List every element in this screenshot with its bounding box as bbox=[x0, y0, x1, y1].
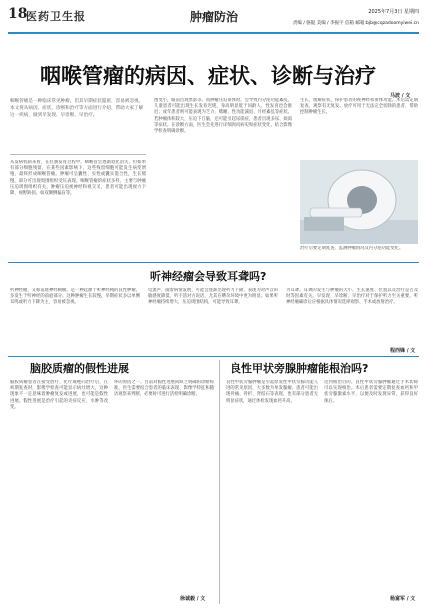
issue-date: 2025年7月3日 星期四 bbox=[368, 9, 419, 15]
acoustic-neuroma-headline: 听神经瘤会导致耳聋吗? bbox=[150, 270, 267, 283]
column-divider bbox=[219, 360, 220, 604]
main-article-column-3: 生长，缓解症状，保护患者的视神经和垂体功能。术后需定期复查，观察有无复发。放疗可用于无法完全切除的患者，帮助控制肿瘤生长。 bbox=[300, 98, 418, 116]
parathyroid-headline: 良性甲状旁腺肿瘤能根治吗? bbox=[230, 362, 369, 375]
main-lead-paragraph: 咽喉管瘤是一种临床常见肿瘤，但其早期症状隐匿，容易被忽视。本文将从病因、症状、诊断和治疗等方面进行介绍，帮助大家了解这一疾病，做到早发现、早诊断、早治疗。 bbox=[10, 99, 144, 118]
section-divider-2 bbox=[8, 356, 419, 357]
acoustic-neuroma-column-3: 为耳聋。耳聋的发生与肿瘤的大小、生长速度、位置以及治疗是否及时等因素有关。早发现、早诊断、早治疗对于保护听力至关重要。听神经瘤确诊后应根据具体情况选择观察、手术或放射治疗。 bbox=[286, 288, 418, 306]
glioma-headline: 脑胶质瘤的假性进展 bbox=[30, 362, 129, 375]
main-byline: 马波 / 文 bbox=[390, 93, 411, 99]
page-number: 18 bbox=[8, 6, 28, 22]
parathyroid-byline: 杨富军 / 文 bbox=[390, 596, 416, 602]
parathyroid-column-2: 达到根治目的。良性甲状旁腺肿瘤通过手术切除可以实现根治。术后患者需要定期复查血钙和甲状旁腺激素水平，以便及时发现异常，获得良好预后。 bbox=[324, 380, 418, 404]
glioma-column-2: 坏的原因之一。目前对假性进展尚缺乏明确的诊断标准，医生需要结合患者的临床表现、影像学特征和随访观察来判断，必要时可进行活检明确诊断。 bbox=[114, 380, 214, 398]
mri-scanner-illustration bbox=[300, 160, 418, 244]
editor-credits: 责编 / 骆锟 美编 / 李振宇 信箱 邮箱:bjb@cqzadoomyiwei.cn bbox=[292, 21, 419, 26]
mri-machine-photo bbox=[300, 160, 418, 244]
acoustic-neuroma-column-2: 电流声，随着病情发展，可能会逐渐出现听力下降，表现为对声音的敏感度降低，听不清对方说话，尤其在嘈杂环境中更为明显。如果听神经瘤持续增大，压迫周围结构，可能导致耳聋。 bbox=[148, 288, 278, 306]
lead-divider bbox=[10, 154, 146, 155]
glioma-column-1: 脑胶质瘤患者在接受放疗、化疗或靶向治疗后，在初期复查时，影像学检查可能显示病灶增大，这种现象不一定意味着肿瘤复发或进展，也可能是假性进展。假性进展是治疗引起的炎症反应、水肿等改变。 bbox=[10, 380, 108, 410]
main-headline: 咽喉管瘤的病因、症状、诊断与治疗 bbox=[40, 64, 376, 88]
acoustic-neuroma-byline: 程西锋 / 文 bbox=[390, 348, 416, 354]
main-article-conclusion: 治疗后要定期复查，监测肿瘤情况及内分泌功能变化。 bbox=[300, 246, 404, 251]
header-rule bbox=[8, 32, 419, 34]
acoustic-neuroma-column-1: 听神经瘤，又称前庭神经鞘瘤，是一种起源于听神经鞘的良性肿瘤，多发生于听神经的前庭部分。这种肿瘤生长较慢，早期症状多以单侧耳鸣或听力下降为主，容易被忽视。 bbox=[10, 288, 140, 306]
main-article-column-1: 从发病机制来看，在肛肠发育过程中，咽喉管会逐渐退化消失，但如果有部分细胞残留，在某些因素影响下，这些残留细胞可能发生病变增殖，最终形成咽喉管瘤。肿瘤可呈囊性、实性或囊实混合性，生长缓慢，部分可出现周围组织受压表现。咽喉管瘤的症状多样，主要与肿瘤压迫周围组织有关，肿瘤压迫视神经和视交叉，患者可能出现视力下降、视野缺损，如双颞侧偏盲等。 bbox=[10, 160, 146, 197]
main-article-column-2: 围变小，眼前出现黑影等。而肿瘤压迫垂体时，会导致内分泌功能紊乱，儿童患者可能出现生长发育迟缓，身高明显低于同龄人，性发育也会推迟；成年患者则可能表现为乏力、嗜睡、性功能减退、月经紊乱等症状。若肿瘤体积较大，压迫下丘脑，还可能引起尿崩症，患者出现多尿、烦渴等症状。在诊断方面，医生会先进行详细询问病史和症状变化，结合影像学检查明确诊断。 bbox=[154, 98, 292, 135]
glioma-byline: 徐诚毅 / 文 bbox=[180, 596, 206, 602]
section-divider-1 bbox=[8, 262, 419, 263]
parathyroid-column-1: 良性甲状旁腺肿瘤是引起原发性甲状旁腺功能亢进的常见原因，大多数为单发腺瘤。患者可能出现骨痛、骨折、肾结石等表现，也有部分患者无明显症状，通过体检发现血钙升高。 bbox=[226, 380, 318, 404]
newspaper-masthead: 医药卫生报 bbox=[26, 10, 86, 23]
section-title: 肿瘤防治 bbox=[190, 10, 239, 24]
